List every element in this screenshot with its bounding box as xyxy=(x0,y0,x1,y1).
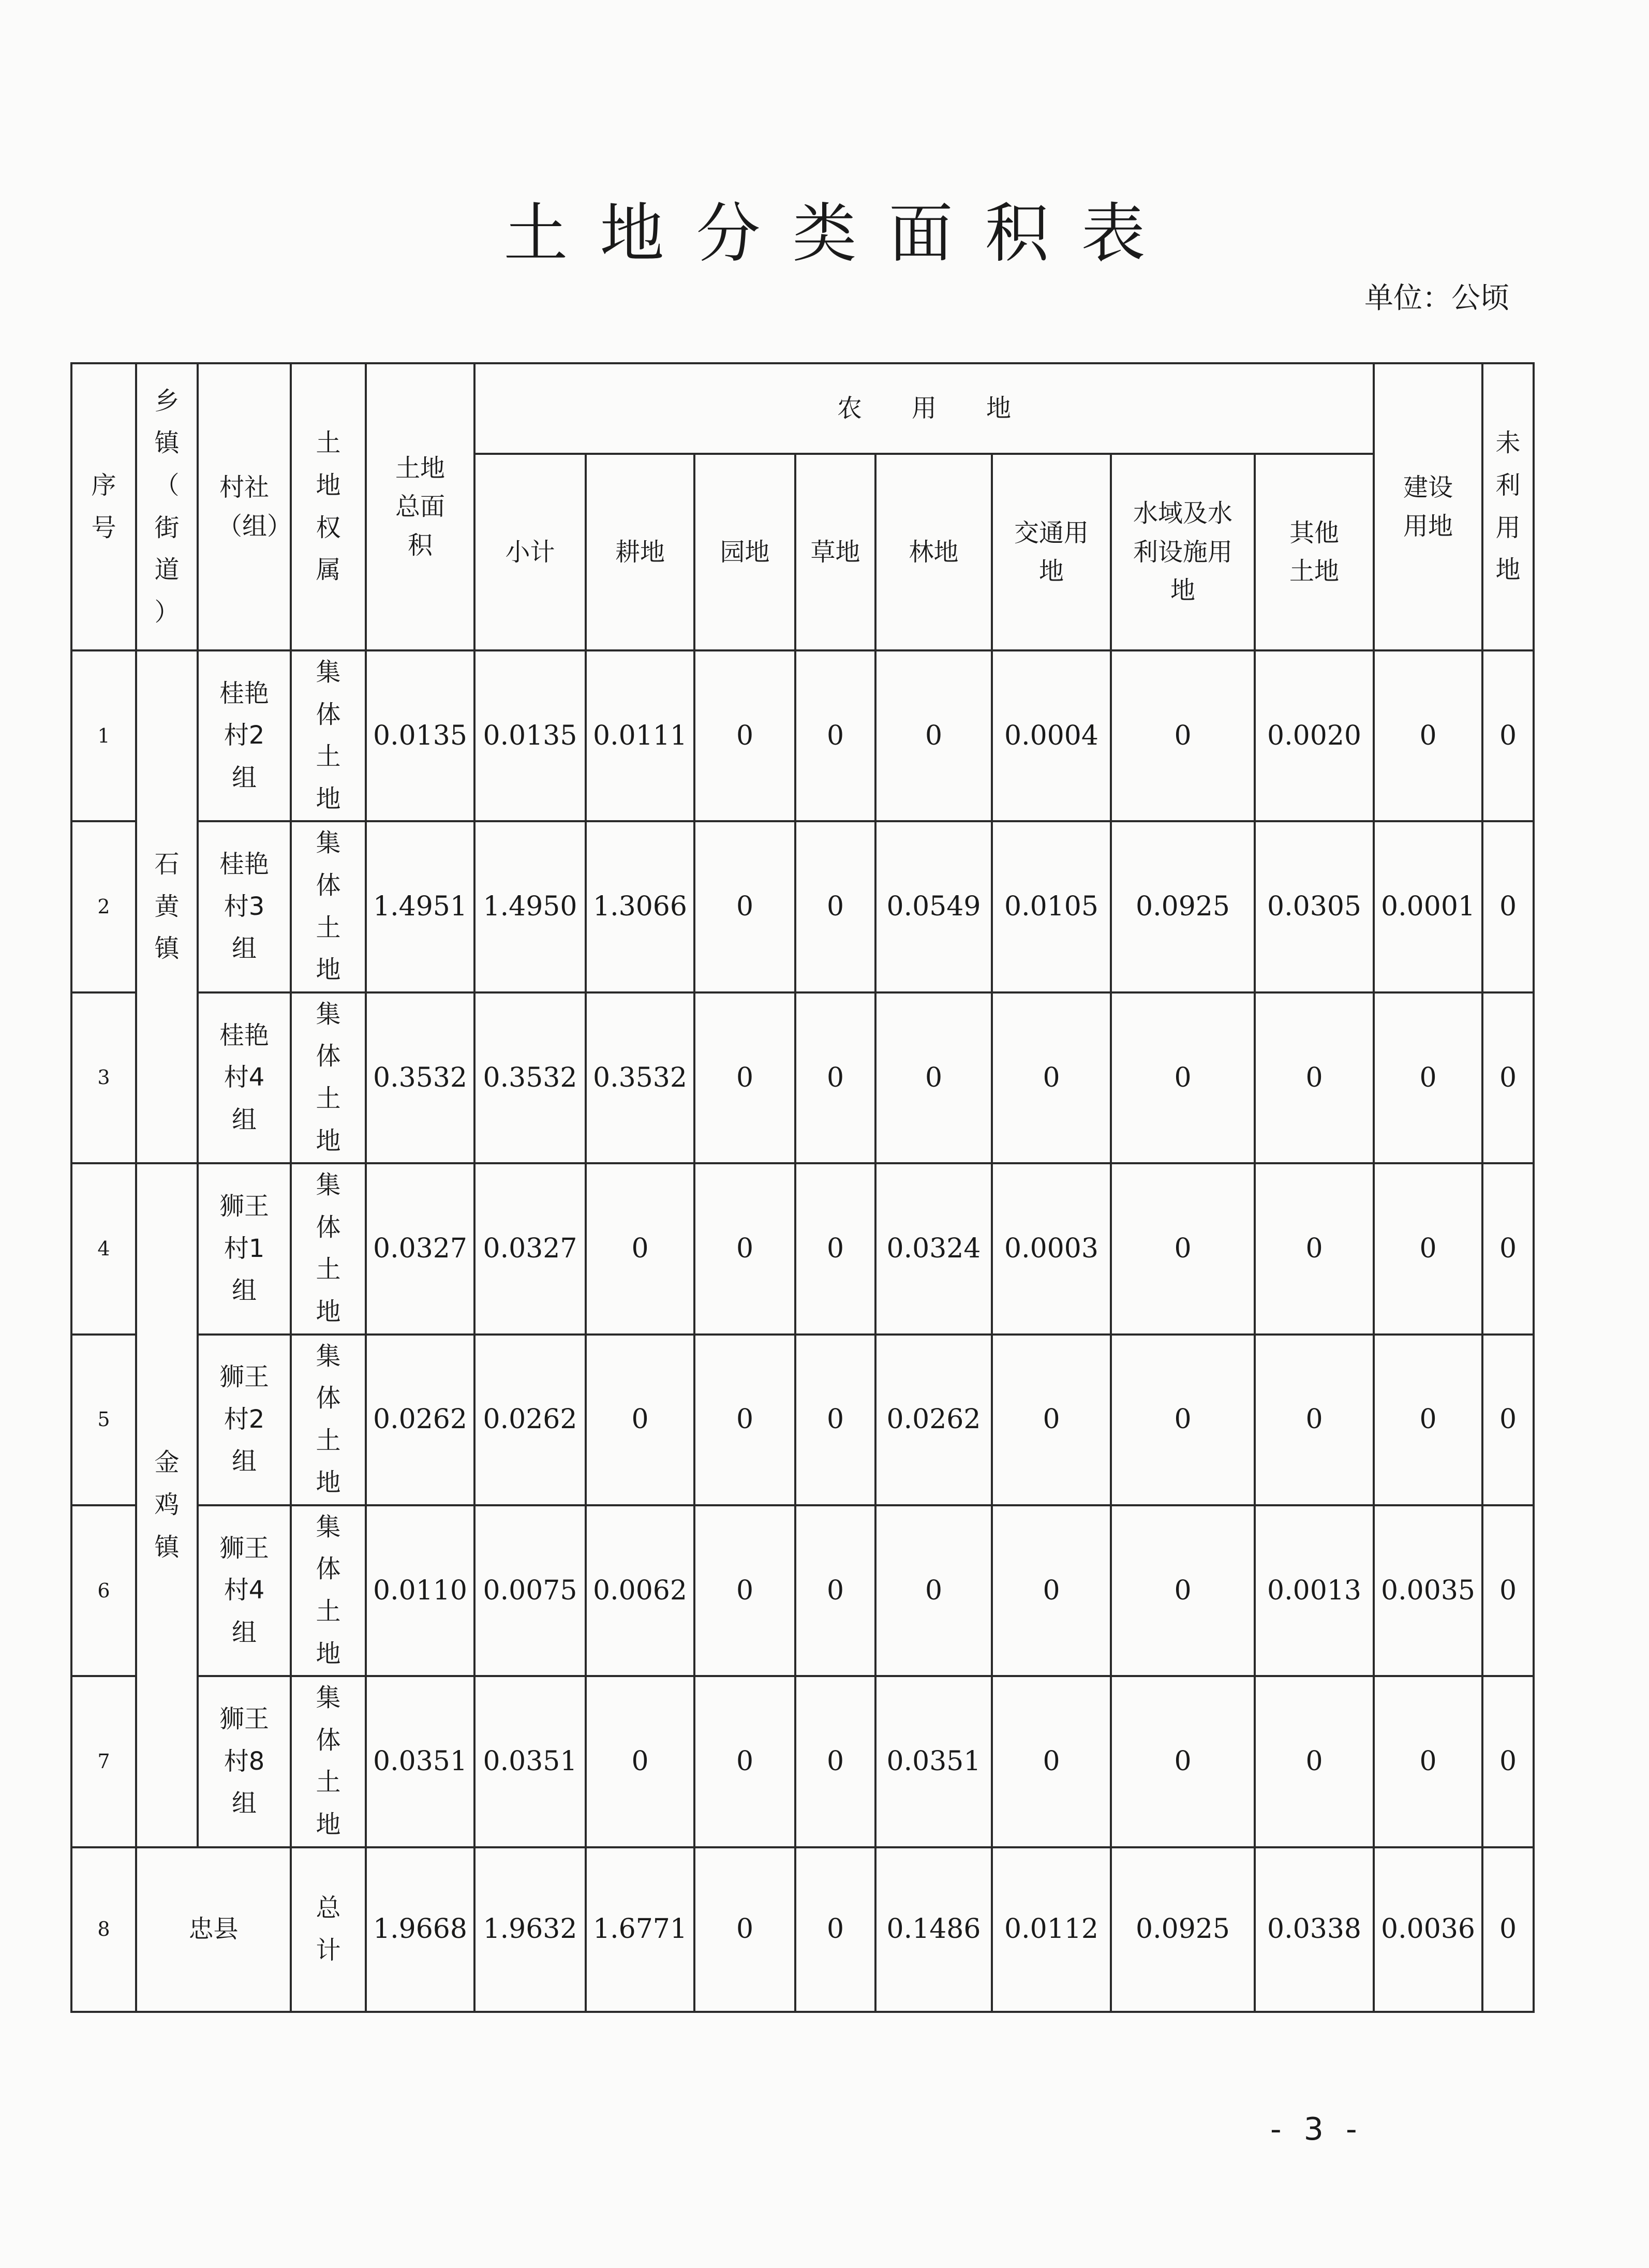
header-subtotal: 小计 xyxy=(474,454,586,650)
value-subtotal: 0.0327 xyxy=(474,1163,586,1334)
value-grass: 0 xyxy=(795,1676,875,1847)
value-forest: 0 xyxy=(875,992,992,1163)
value-cultivated: 0.0062 xyxy=(586,1505,694,1676)
header-garden: 园地 xyxy=(694,454,795,650)
header-other: 其他土地 xyxy=(1255,454,1374,650)
value-water: 0 xyxy=(1111,1505,1255,1676)
value-other: 0 xyxy=(1255,1335,1374,1505)
header-cultivated: 耕地 xyxy=(586,454,694,650)
value-unused: 0 xyxy=(1482,1335,1534,1505)
village-name: 桂艳村4组 xyxy=(198,992,291,1163)
header-town: 乡 镇 （ 街 道 ） xyxy=(136,363,198,650)
header-unused: 未 利 用 地 xyxy=(1482,363,1534,650)
total-unused: 0 xyxy=(1482,1847,1534,2012)
value-subtotal: 1.4950 xyxy=(474,821,586,992)
value-subtotal: 0.0075 xyxy=(474,1505,586,1676)
county-name: 忠县 xyxy=(136,1847,291,2012)
value-forest: 0.0549 xyxy=(875,821,992,992)
page-title: 土地分类面积表 xyxy=(503,197,1178,271)
value-grass: 0 xyxy=(795,650,875,821)
value-unused: 0 xyxy=(1482,650,1534,821)
total-cultivated: 1.6771 xyxy=(586,1847,694,2012)
value-grass: 0 xyxy=(795,821,875,992)
value-construction: 0 xyxy=(1374,1163,1482,1334)
table-row xyxy=(71,1505,1534,1676)
ownership-type: 集 体 土 地 xyxy=(291,1505,366,1676)
header-transport: 交通用地 xyxy=(992,454,1111,650)
table-row xyxy=(71,650,1534,821)
table-row xyxy=(71,1163,1534,1334)
total-other: 0.0338 xyxy=(1255,1847,1374,2012)
table-row xyxy=(71,992,1534,1163)
value-total: 1.4951 xyxy=(366,821,474,992)
village-name: 桂艳村3组 xyxy=(198,821,291,992)
ownership-type: 集 体 土 地 xyxy=(291,821,366,992)
value-cultivated: 0 xyxy=(586,1163,694,1334)
total-water: 0.0925 xyxy=(1111,1847,1255,2012)
table-row xyxy=(71,1335,1534,1505)
header-seq: 序 号 xyxy=(71,363,136,650)
value-transport: 0 xyxy=(992,1676,1111,1847)
value-subtotal: 0.0135 xyxy=(474,650,586,821)
table-row xyxy=(71,821,1534,992)
ownership-type: 集 体 土 地 xyxy=(291,1676,366,1847)
value-cultivated: 0 xyxy=(586,1676,694,1847)
total-garden: 0 xyxy=(694,1847,795,2012)
page-number: - 3 - xyxy=(1270,2111,1363,2147)
value-total: 0.0327 xyxy=(366,1163,474,1334)
value-forest: 0 xyxy=(875,1505,992,1676)
row-seq: 2 xyxy=(71,821,136,992)
row-seq: 1 xyxy=(71,650,136,821)
village-name: 狮王村1组 xyxy=(198,1163,291,1334)
value-grass: 0 xyxy=(795,1163,875,1334)
value-water: 0 xyxy=(1111,1335,1255,1505)
table-row xyxy=(71,1676,1534,1847)
value-unused: 0 xyxy=(1482,1505,1534,1676)
row-seq: 3 xyxy=(71,992,136,1163)
value-forest: 0.0324 xyxy=(875,1163,992,1334)
value-forest: 0.0262 xyxy=(875,1335,992,1505)
value-cultivated: 0.0111 xyxy=(586,650,694,821)
header-total-area: 土地总面积 xyxy=(366,363,474,650)
value-garden: 0 xyxy=(694,821,795,992)
value-other: 0.0020 xyxy=(1255,650,1374,821)
total-row xyxy=(71,1847,1534,2012)
value-water: 0 xyxy=(1111,650,1255,821)
value-other: 0 xyxy=(1255,1676,1374,1847)
value-transport: 0.0003 xyxy=(992,1163,1111,1334)
value-construction: 0 xyxy=(1374,1676,1482,1847)
value-garden: 0 xyxy=(694,1505,795,1676)
town-name: 石 黄 镇 xyxy=(136,650,198,1163)
value-cultivated: 0.3532 xyxy=(586,992,694,1163)
ownership-type: 集 体 土 地 xyxy=(291,650,366,821)
ownership-type: 集 体 土 地 xyxy=(291,1163,366,1334)
value-construction: 0 xyxy=(1374,1335,1482,1505)
value-construction: 0 xyxy=(1374,650,1482,821)
header-forest: 林地 xyxy=(875,454,992,650)
value-unused: 0 xyxy=(1482,992,1534,1163)
total-forest: 0.1486 xyxy=(875,1847,992,2012)
total-grass: 0 xyxy=(795,1847,875,2012)
header-grass: 草地 xyxy=(795,454,875,650)
row-seq: 8 xyxy=(71,1847,136,2012)
value-total: 0.0351 xyxy=(366,1676,474,1847)
value-construction: 0 xyxy=(1374,992,1482,1163)
total-label: 总 计 xyxy=(291,1847,366,2012)
value-subtotal: 0.0262 xyxy=(474,1335,586,1505)
value-total: 0.0262 xyxy=(366,1335,474,1505)
header-village: 村社（组） xyxy=(198,363,291,650)
value-total: 0.3532 xyxy=(366,992,474,1163)
value-total: 0.0135 xyxy=(366,650,474,821)
ownership-type: 集 体 土 地 xyxy=(291,992,366,1163)
row-seq: 5 xyxy=(71,1335,136,1505)
village-name: 狮王村2组 xyxy=(198,1335,291,1505)
total-total: 1.9668 xyxy=(366,1847,474,2012)
town-name: 金 鸡 镇 xyxy=(136,1163,198,1847)
value-unused: 0 xyxy=(1482,1163,1534,1334)
value-construction: 0.0001 xyxy=(1374,821,1482,992)
value-garden: 0 xyxy=(694,992,795,1163)
village-name: 狮王村8组 xyxy=(198,1676,291,1847)
value-subtotal: 0.0351 xyxy=(474,1676,586,1847)
value-garden: 0 xyxy=(694,1676,795,1847)
value-subtotal: 0.3532 xyxy=(474,992,586,1163)
row-seq: 4 xyxy=(71,1163,136,1334)
value-garden: 0 xyxy=(694,650,795,821)
value-grass: 0 xyxy=(795,992,875,1163)
row-seq: 7 xyxy=(71,1676,136,1847)
value-water: 0 xyxy=(1111,1163,1255,1334)
value-transport: 0.0105 xyxy=(992,821,1111,992)
land-classification-table xyxy=(70,362,1535,2013)
value-water: 0.0925 xyxy=(1111,821,1255,992)
value-other: 0.0305 xyxy=(1255,821,1374,992)
value-other: 0 xyxy=(1255,992,1374,1163)
header-water: 水域及水利设施用地 xyxy=(1111,454,1255,650)
total-subtotal: 1.9632 xyxy=(474,1847,586,2012)
value-other: 0.0013 xyxy=(1255,1505,1374,1676)
header-agricultural-land: 农 用 地 xyxy=(474,363,1374,454)
value-transport: 0 xyxy=(992,992,1111,1163)
row-seq: 6 xyxy=(71,1505,136,1676)
value-water: 0 xyxy=(1111,1676,1255,1847)
ownership-type: 集 体 土 地 xyxy=(291,1335,366,1505)
total-transport: 0.0112 xyxy=(992,1847,1111,2012)
header-ownership: 土 地 权 属 xyxy=(291,363,366,650)
unit-label: 单位：公顷 xyxy=(1364,281,1509,315)
value-garden: 0 xyxy=(694,1335,795,1505)
value-garden: 0 xyxy=(694,1163,795,1334)
value-transport: 0.0004 xyxy=(992,650,1111,821)
village-name: 狮王村4组 xyxy=(198,1505,291,1676)
value-grass: 0 xyxy=(795,1505,875,1676)
value-forest: 0 xyxy=(875,650,992,821)
value-cultivated: 1.3066 xyxy=(586,821,694,992)
village-name: 桂艳村2组 xyxy=(198,650,291,821)
value-grass: 0 xyxy=(795,1335,875,1505)
value-transport: 0 xyxy=(992,1335,1111,1505)
header-construction: 建设用地 xyxy=(1374,363,1482,650)
value-unused: 0 xyxy=(1482,1676,1534,1847)
value-forest: 0.0351 xyxy=(875,1676,992,1847)
value-total: 0.0110 xyxy=(366,1505,474,1676)
value-other: 0 xyxy=(1255,1163,1374,1334)
value-water: 0 xyxy=(1111,992,1255,1163)
value-transport: 0 xyxy=(992,1505,1111,1676)
value-construction: 0.0035 xyxy=(1374,1505,1482,1676)
value-cultivated: 0 xyxy=(586,1335,694,1505)
total-construction: 0.0036 xyxy=(1374,1847,1482,2012)
value-unused: 0 xyxy=(1482,821,1534,992)
